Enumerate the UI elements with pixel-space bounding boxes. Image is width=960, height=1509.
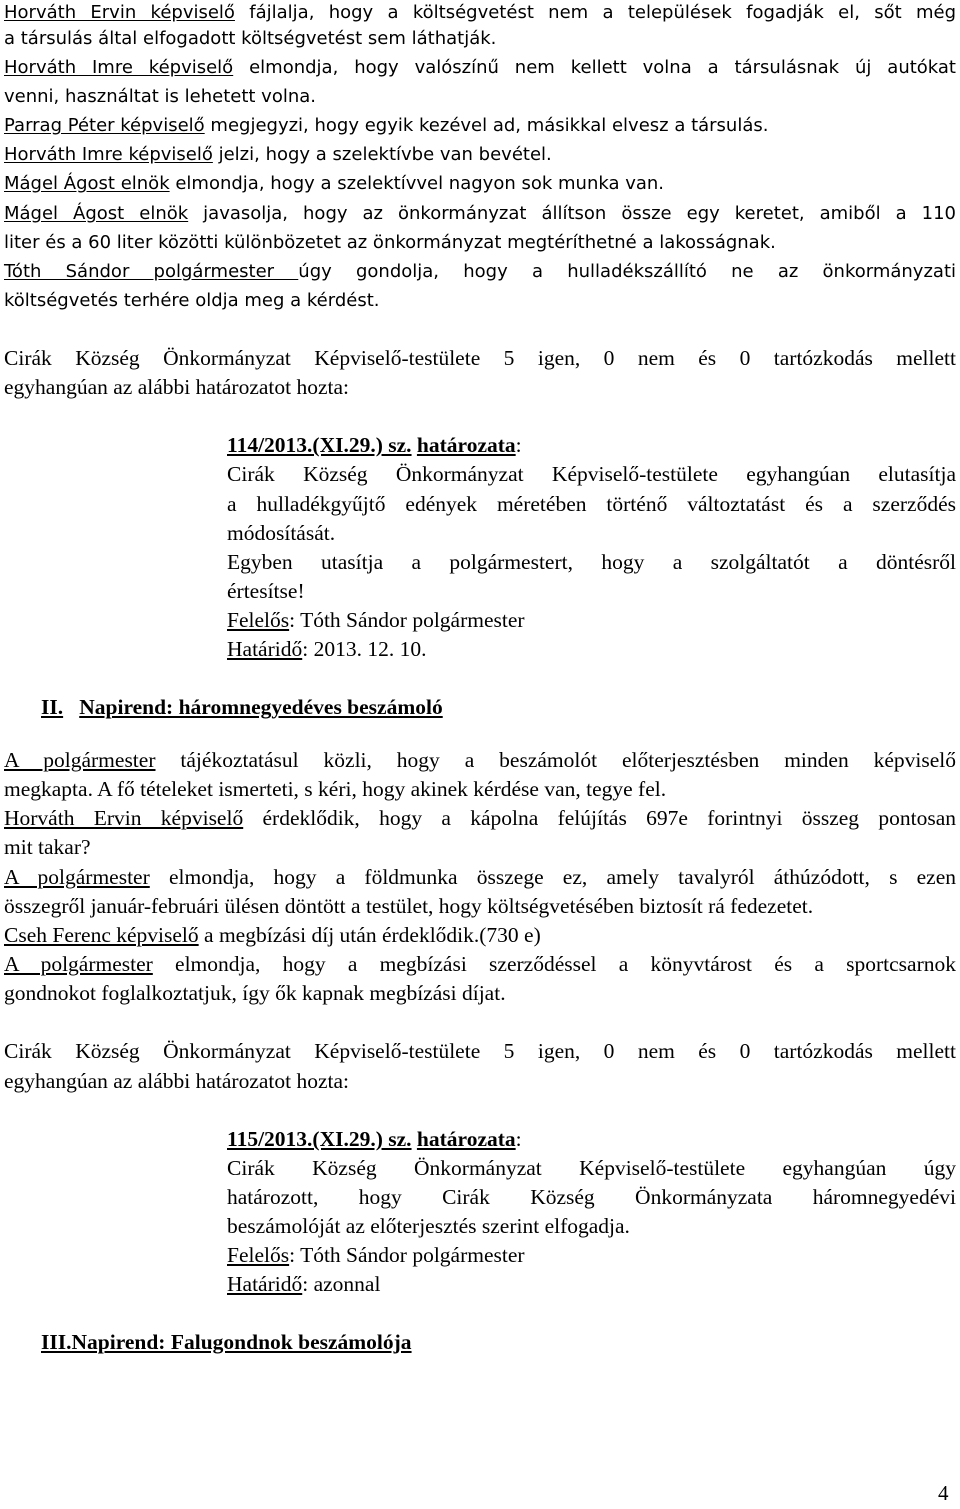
text-line (4, 26, 956, 52)
agenda-title: Napirend: Falugondnok beszámolója (71, 1330, 412, 1354)
speaker-name: A polgármester (4, 952, 153, 976)
responsible-line (227, 1242, 956, 1268)
speaker-name: A polgármester (4, 748, 156, 772)
responsible-label: Felelős (227, 608, 290, 632)
resolution-number: 114/2013.(XI.29.) sz. (227, 433, 412, 457)
speaker-name: Horváth Ervin képviselő (4, 2, 235, 23)
text-line (4, 230, 956, 256)
text-line (4, 747, 956, 773)
resolution-number: 115/2013.(XI.29.) sz. (227, 1127, 412, 1151)
line-text: költségvetés terhére oldja meg a kérdést. (4, 290, 380, 311)
text-line (4, 951, 956, 977)
line-text: jelzi, hogy a szelektívbe van bevétel. (212, 144, 552, 165)
vote-statement: egyhangúan az alábbi határozatot hozta: (4, 375, 350, 399)
line-text: tájékoztatásul közli, hogy a beszámolót előterjesztésben minden képviselő (155, 748, 957, 772)
responsible-label: Felelős (227, 1243, 290, 1267)
resolution-label: határozata (416, 433, 516, 457)
speaker-name: Mágel Ágost elnök (4, 203, 189, 224)
text-line (4, 0, 956, 26)
resolution-text: Egyben utasítja a polgármestert, hogy a szolgáltatót a döntésről (227, 550, 956, 574)
text-line (4, 259, 956, 285)
speaker-name: A polgármester (4, 865, 150, 889)
resolution-text: Cirák Község Önkormányzat Képviselő-testülete egyhangúan úgy (227, 1156, 956, 1180)
line-text: elmondja, hogy valószínű nem kellett volna a társulásnak új autókat (233, 57, 956, 78)
agenda-heading (41, 694, 741, 720)
text-line (4, 776, 956, 802)
page-number: 4 (938, 1481, 949, 1505)
line-text: a megbízási díj után érdeklődik.(730 e) (198, 923, 541, 947)
resolution-colon: : (515, 1127, 522, 1151)
line-text: venni, használtat is lehetett volna. (4, 86, 317, 107)
line-text: elmondja, hogy a szelektívvel nagyon sok munka van. (169, 173, 665, 194)
line-text: mit takar? (4, 835, 91, 859)
line-text: elmondja, hogy a földmunka összege ez, amely tavalyról áthúzódott, s ezen (149, 865, 957, 889)
resolution-colon: : (515, 433, 522, 457)
responsible-line (227, 607, 956, 633)
speaker-name: Mágel Ágost elnök (4, 173, 170, 194)
text-line (4, 834, 956, 860)
speaker-name: Horváth Ervin képviselő (4, 806, 244, 830)
line-text: úgy gondolja, hogy a hulladékszállító ne az önkormányzati (298, 261, 957, 282)
deadline-value: : 2013. 12. 10. (302, 637, 427, 661)
resolution-text: értesítse! (227, 579, 305, 603)
text-line (4, 142, 956, 168)
text-line (4, 893, 956, 919)
agenda-number: II. (41, 695, 64, 719)
resolution-text: Cirák Község Önkormányzat Képviselő-testülete egyhangúan elutasítja (227, 462, 956, 486)
text-line (4, 805, 956, 831)
line-text: fájlalja, hogy a költségvetést nem a települések fogadják el, sőt még (234, 2, 957, 23)
text-line (4, 113, 956, 139)
text-line (4, 171, 956, 197)
deadline-line (227, 1271, 956, 1297)
line-text: liter és a 60 liter közötti különbözetet az önkormányzat megtéríthetné a lakosságnak. (4, 232, 776, 253)
resolution-text: a hulladékgyűjtő edények méretében történő változtatást és a szerződés (227, 492, 956, 516)
text-line (4, 922, 956, 948)
resolution-text: beszámolóját az előterjesztés szerint elfogadja. (227, 1214, 630, 1238)
text-line (4, 288, 956, 314)
line-text: érdeklődik, hogy a kápolna felújítás 697e forintnyi összeg pontosan (243, 806, 956, 830)
deadline-line (227, 636, 956, 662)
text-line (4, 84, 956, 110)
deadline-label: Határidő (227, 1272, 303, 1296)
responsible-value: : Tóth Sándor polgármester (289, 1243, 525, 1267)
speaker-name: Horváth Imre képviselő (4, 144, 213, 165)
vote-statement: egyhangúan az alábbi határozatot hozta: (4, 1069, 350, 1093)
speaker-name: Tóth Sándor polgármester (4, 261, 299, 282)
resolution-text: módosítását. (227, 521, 336, 545)
line-text: elmondja, hogy a megbízási szerződéssel a könyvtárost és a sportcsarnok (152, 952, 956, 976)
deadline-label: Határidő (227, 637, 303, 661)
text-line (4, 980, 956, 1006)
vote-statement: Cirák Község Önkormányzat Képviselő-testülete 5 igen, 0 nem és 0 tartózkodás mellett (4, 346, 956, 370)
agenda-title: Napirend: háromnegyedéves beszámoló (79, 695, 443, 719)
speaker-name: Horváth Imre képviselő (4, 57, 234, 78)
speaker-name: Parrag Péter képviselő (4, 115, 205, 136)
text-line (4, 201, 956, 227)
text-line (4, 55, 956, 81)
resolution-label: határozata (416, 1127, 516, 1151)
agenda-heading (41, 1329, 741, 1355)
line-text: a társulás által elfogadott költségvetést sem láthatják. (4, 28, 497, 49)
speaker-name: Cseh Ferenc képviselő (4, 923, 199, 947)
line-text: összegről január-februári ülésen döntött a testület, hogy költségvetésében biztosít rá fedezetet. (4, 894, 814, 918)
deadline-value: : azonnal (302, 1272, 381, 1296)
line-text: javasolja, hogy az önkormányzat állítson össze egy keretet, amiből a 110 (188, 203, 956, 224)
line-text: megkapta. A fő tételeket ismerteti, s kéri, hogy akinek kérdése van, tegye fel. (4, 777, 667, 801)
line-text: megjegyzi, hogy egyik kezével ad, másikkal elvesz a társulás. (204, 115, 769, 136)
vote-statement: Cirák Község Önkormányzat Képviselő-testülete 5 igen, 0 nem és 0 tartózkodás mellett (4, 1039, 956, 1063)
resolution-heading (227, 1126, 956, 1152)
agenda-number: III. (41, 1330, 72, 1354)
resolution-heading (227, 432, 956, 458)
line-text: gondnokot foglalkoztatjuk, így ők kapnak megbízási díjat. (4, 981, 506, 1005)
text-line (4, 864, 956, 890)
resolution-text: határozott, hogy Cirák Község Önkormányzata háromnegyedévi (227, 1185, 956, 1209)
responsible-value: : Tóth Sándor polgármester (289, 608, 525, 632)
